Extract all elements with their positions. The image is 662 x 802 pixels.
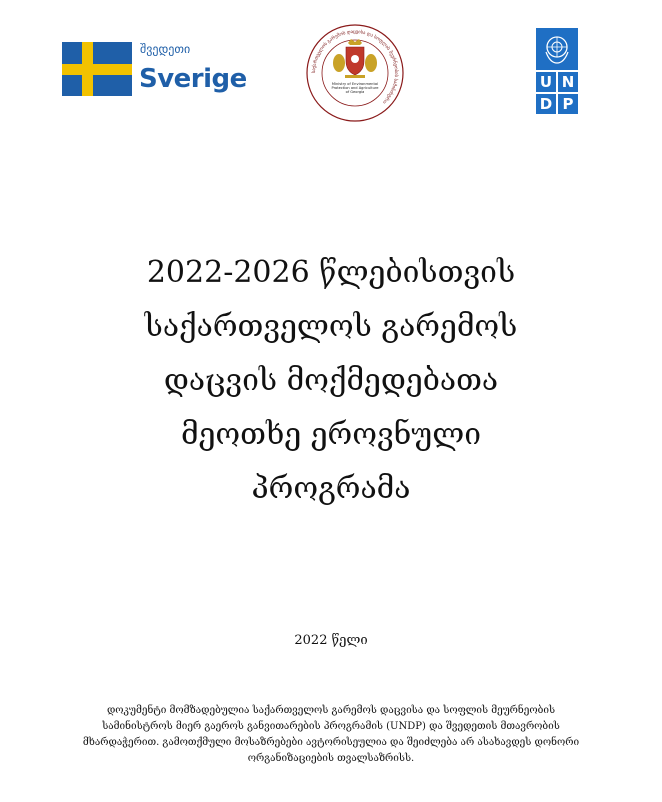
- ministry-seal-logo: [305, 23, 405, 123]
- document-year: 2022 წელი: [294, 633, 368, 648]
- note-line: დოკუმენტი მომზადებულია საქართველოს გარემოს დაცვისა და სოფლის მეურნეობის: [106, 705, 556, 716]
- title-line: მეოთხე ეროვნული: [180, 417, 481, 452]
- disclaimer-note: [80, 703, 582, 767]
- logo-bar: [0, 0, 662, 130]
- undp-logo: [536, 28, 578, 112]
- undp-letter-d: D: [536, 94, 556, 114]
- title-line: 2022-2026 წლებისთვის: [146, 255, 516, 290]
- seal-ring-text: საქართველოს გარემოს დაცვისა და სოფლის მეურნეობის სამინისტრო: [311, 29, 399, 105]
- sweden-logo-text: Sverige: [139, 64, 247, 94]
- seal-center-line-2: Protection and Agriculture: [331, 86, 379, 90]
- seal-center-line-3: of Georgia: [345, 90, 365, 94]
- sweden-logo: [62, 40, 247, 100]
- un-emblem-icon: [536, 28, 578, 70]
- document-title: [60, 246, 602, 516]
- note-line: მხარდაჭერით. გამოთქმული მოსაზრებები ავტორისეულია და შეიძლება არ ასახავდეს დონორი: [82, 737, 580, 748]
- note-line: სამინისტროს მიერ გაეროს განვითარების პროგრამის (UNDP) და შვედეთის მთავრობის: [102, 721, 560, 732]
- title-line: პროგრამა: [251, 471, 411, 506]
- seal-center-line-1: Ministry of Environmental: [331, 82, 379, 86]
- title-line: დაცვის მოქმედებათა: [163, 363, 499, 398]
- sweden-logo-georgian-text: შვედეთი: [140, 42, 191, 56]
- undp-letter-u: U: [536, 72, 556, 92]
- undp-letter-p: P: [558, 94, 578, 114]
- undp-letter-n: N: [558, 72, 578, 92]
- note-line: ორგანიზაციების თვალსაზრისს.: [247, 753, 415, 764]
- swedish-flag-icon: [62, 42, 132, 96]
- title-line: საქართველოს გარემოს: [144, 309, 518, 344]
